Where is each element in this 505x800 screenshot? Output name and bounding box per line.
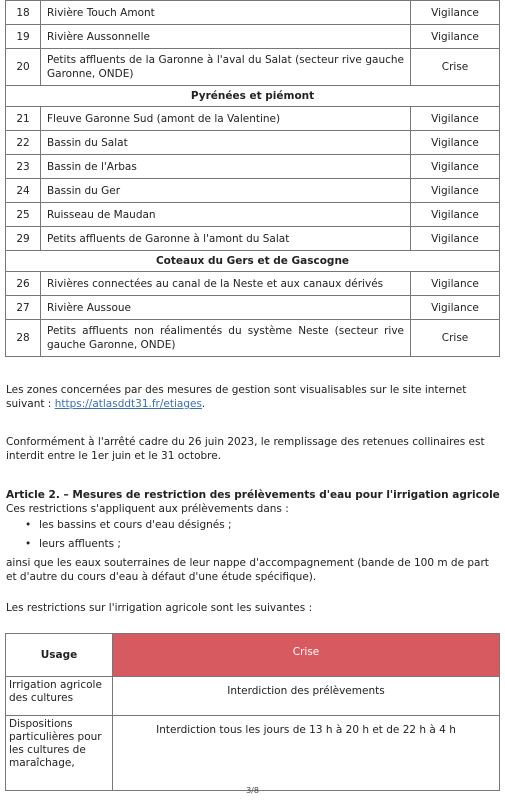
- zone-number: 18: [6, 1, 41, 25]
- restrictions-paragraph: Les restrictions sur l'irrigation agricole sont les suivantes :: [6, 602, 313, 614]
- zone-row: [6, 107, 500, 131]
- zone-row: [6, 1, 500, 25]
- zone-status: Vigilance: [411, 131, 500, 155]
- zone-status: Crise: [411, 49, 500, 86]
- zone-number: 21: [6, 107, 41, 131]
- usage-table: [5, 633, 500, 791]
- article-title: Article 2. – Mesures de restriction des prélèvements d'eau pour l'irrigation agricole: [6, 489, 500, 501]
- zone-number: 24: [6, 179, 41, 203]
- zone-name: Bassin du Ger: [41, 179, 411, 203]
- zone-row: [6, 227, 500, 251]
- zone-name: Ruisseau de Maudan: [41, 203, 411, 227]
- zone-row: [6, 155, 500, 179]
- bullet-item: [25, 538, 121, 550]
- zone-row: [6, 131, 500, 155]
- bullet-item: [25, 519, 232, 531]
- zones-text: Les zones concernées par des mesures de gestion sont visualisables sur le site internet suivant :: [6, 384, 467, 410]
- section-row: [6, 251, 500, 272]
- zone-name: Rivière Aussoue: [41, 296, 411, 320]
- zone-status: Vigilance: [411, 203, 500, 227]
- zone-status: Vigilance: [411, 155, 500, 179]
- zone-name: Rivière Aussonnelle: [41, 25, 411, 49]
- zone-row: [6, 203, 500, 227]
- article-intro: Ces restrictions s'appliquent aux prélèvements dans :: [6, 503, 289, 515]
- page-number: 3/8: [246, 786, 259, 795]
- zone-row: [6, 272, 500, 296]
- bullet-text: les bassins et cours d'eau désignés ;: [39, 519, 232, 531]
- crise-cell: Interdiction des prélèvements: [113, 677, 500, 716]
- zone-status: Vigilance: [411, 1, 500, 25]
- zone-number: 25: [6, 203, 41, 227]
- zone-number: 29: [6, 227, 41, 251]
- zone-status: Vigilance: [411, 272, 500, 296]
- usage-cell: Irrigation agricole des cultures: [6, 677, 113, 716]
- bullet-text: leurs affluents ;: [39, 538, 121, 550]
- zone-name: Rivières connectées au canal de la Neste et aux canaux dérivés: [41, 272, 411, 296]
- section-row: [6, 86, 500, 107]
- atlas-link[interactable]: https://atlasddt31.fr/etiages: [54, 398, 202, 410]
- zone-name: Petits affluents non réalimentés du système Neste (secteur rive gauche Garonne, ONDE): [41, 320, 411, 357]
- zone-number: 28: [6, 320, 41, 357]
- nappe-paragraph: ainsi que les eaux souterraines de leur nappe d'accompagnement (bande de 100 m de part et d'autre du cours d'eau à défaut d'une étude spécifique).: [6, 557, 489, 583]
- zone-number: 20: [6, 49, 41, 86]
- arrete-paragraph: Conformément à l'arrêté cadre du 26 juin 2023, le remplissage des retenues collinaires est interdit entre le 1er juin et le 31 octobre.: [6, 436, 485, 462]
- zone-status: Vigilance: [411, 296, 500, 320]
- section-heading: Coteaux du Gers et de Gascogne: [6, 251, 500, 272]
- bullet-icon: •: [25, 519, 32, 531]
- zone-number: 22: [6, 131, 41, 155]
- usage-header: Usage: [6, 634, 113, 677]
- usage-cell: Dispositions particulières pour les cultures de maraîchage,: [6, 716, 113, 791]
- zone-name: Petits affluents de la Garonne à l'aval du Salat (secteur rive gauche Garonne, ONDE): [41, 49, 411, 86]
- zone-row: [6, 49, 500, 86]
- zones-text-end: .: [201, 398, 206, 410]
- section-heading: Pyrénées et piémont: [6, 86, 500, 107]
- zone-number: 19: [6, 25, 41, 49]
- zone-name: Petits affluents de Garonne à l'amont du Salat: [41, 227, 411, 251]
- zone-row: [6, 25, 500, 49]
- bullet-icon: •: [25, 538, 32, 550]
- crise-cell: Interdiction tous les jours de 13 h à 20 h et de 22 h à 4 h: [113, 716, 500, 791]
- zone-name: Bassin de l'Arbas: [41, 155, 411, 179]
- crise-header: Crise: [113, 634, 500, 677]
- zone-name: Bassin du Salat: [41, 131, 411, 155]
- zone-status: Vigilance: [411, 25, 500, 49]
- zone-status: Crise: [411, 320, 500, 357]
- zones-paragraph: [6, 383, 500, 411]
- zone-number: 23: [6, 155, 41, 179]
- zone-name: Fleuve Garonne Sud (amont de la Valentine): [41, 107, 411, 131]
- zone-row: [6, 296, 500, 320]
- zone-name: Rivière Touch Amont: [41, 1, 411, 25]
- zones-table: [5, 0, 500, 357]
- zone-row: [6, 320, 500, 357]
- zone-number: 26: [6, 272, 41, 296]
- zone-number: 27: [6, 296, 41, 320]
- zone-status: Vigilance: [411, 107, 500, 131]
- zone-status: Vigilance: [411, 227, 500, 251]
- zone-row: [6, 179, 500, 203]
- zone-status: Vigilance: [411, 179, 500, 203]
